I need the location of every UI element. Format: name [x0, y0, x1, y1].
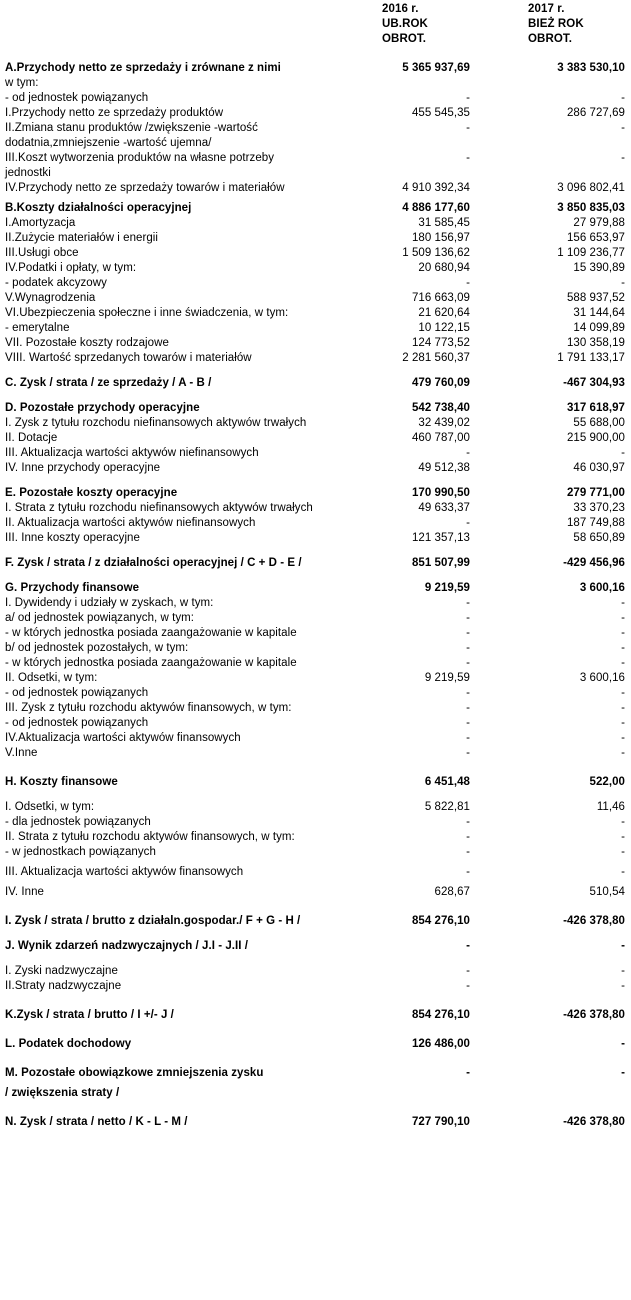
row-label: V.Wynagrodzenia	[5, 292, 96, 304]
statement-row	[0, 611, 631, 626]
row-value-current-year: 215 900,00	[566, 432, 625, 444]
row-label: IV. Inne przychody operacyjne	[5, 462, 161, 474]
column-header-previous-year-line3: OBROT.	[382, 33, 427, 45]
row-label: - od jednostek powiązanych	[5, 717, 149, 729]
row-value-previous-year: 6 451,48	[424, 776, 470, 788]
row-value-current-year: -467 304,93	[563, 377, 625, 389]
row-label: II. Aktualizacja wartości aktywów niefinansowych	[5, 517, 256, 529]
statement-row	[0, 76, 631, 91]
row-value-current-year: 522,00	[589, 776, 625, 788]
row-label: a/ od jednostek powiązanych, w tym:	[5, 612, 195, 624]
statement-row	[0, 151, 631, 166]
statement-row	[0, 716, 631, 731]
row-value-previous-year: -	[466, 447, 470, 459]
row-value-previous-year: -	[466, 517, 470, 529]
row-value-current-year: -	[621, 687, 625, 699]
row-value-current-year: -426 378,80	[563, 1009, 625, 1021]
row-value-current-year: -	[621, 732, 625, 744]
statement-row	[0, 306, 631, 321]
row-value-current-year: 3 383 530,10	[557, 62, 625, 74]
row-value-current-year: 58 650,89	[573, 532, 625, 544]
row-value-previous-year: 1 509 136,62	[402, 247, 470, 259]
row-label: I. Zyski nadzwyczajne	[5, 965, 118, 977]
row-label: II.Zużycie materiałów i energii	[5, 232, 159, 244]
column-header-current-year-line2: BIEŻ ROK	[528, 18, 584, 30]
statement-row	[0, 939, 631, 954]
statement-row	[0, 501, 631, 516]
row-value-current-year: 3 600,16	[579, 672, 625, 684]
row-value-previous-year: -	[466, 92, 470, 104]
row-value-previous-year: -	[466, 642, 470, 654]
row-value-current-year: -	[621, 122, 625, 134]
row-label: III.Koszt wytworzenia produktów na własne potrzeby	[5, 152, 275, 164]
row-label: I. Strata z tytułu rozchodu niefinansowych aktywów trwałych	[5, 502, 313, 514]
statement-row	[0, 979, 631, 994]
row-value-current-year: 1 791 133,17	[557, 352, 625, 364]
row-value-current-year: -	[621, 277, 625, 289]
row-value-current-year: 3 850 835,03	[557, 202, 625, 214]
row-label: I. Odsetki, w tym:	[5, 801, 95, 813]
column-header-previous-year-line1: 2016 r.	[382, 3, 419, 15]
statement-row	[0, 964, 631, 979]
row-value-previous-year: 2 281 560,37	[402, 352, 470, 364]
statement-row	[0, 351, 631, 366]
row-value-previous-year: 49 512,38	[418, 462, 470, 474]
statement-row	[0, 531, 631, 546]
statement-row	[0, 121, 631, 136]
row-value-previous-year: -	[466, 816, 470, 828]
row-value-previous-year: 460 787,00	[411, 432, 470, 444]
statement-row	[0, 136, 631, 151]
statement-row	[0, 581, 631, 596]
statement-row	[0, 291, 631, 306]
row-value-current-year: -	[621, 1067, 625, 1079]
row-value-previous-year: -	[466, 627, 470, 639]
row-value-current-year: -	[621, 980, 625, 992]
row-label: VII. Pozostałe koszty rodzajowe	[5, 337, 169, 349]
row-value-previous-year: 854 276,10	[411, 1009, 470, 1021]
statement-row	[0, 1066, 631, 1081]
row-value-current-year: 3 096 802,41	[557, 182, 625, 194]
column-header-current-year-line1: 2017 r.	[528, 3, 565, 15]
row-value-previous-year: 124 773,52	[411, 337, 470, 349]
row-value-previous-year: 542 738,40	[411, 402, 470, 414]
row-label: - w których jednostka posiada zaangażowanie w kapitale	[5, 657, 297, 669]
statement-row	[0, 446, 631, 461]
row-value-previous-year: -	[466, 687, 470, 699]
row-label: H. Koszty finansowe	[5, 776, 118, 788]
statement-row	[0, 321, 631, 336]
statement-row	[0, 91, 631, 106]
row-label: II.Zmiana stanu produktów /zwiększenie -wartość	[5, 122, 258, 134]
statement-row	[0, 731, 631, 746]
row-value-current-year: 130 358,19	[566, 337, 625, 349]
row-value-current-year: 286 727,69	[566, 107, 625, 119]
row-label: - emerytalne	[5, 322, 70, 334]
row-value-current-year: -429 456,96	[563, 557, 625, 569]
row-value-previous-year: -	[466, 940, 470, 952]
statement-row	[0, 1115, 631, 1130]
statement-rows	[0, 61, 631, 1130]
row-label: III. Aktualizacja wartości aktywów niefinansowych	[5, 447, 259, 459]
row-value-previous-year: 9 219,59	[424, 672, 470, 684]
row-value-previous-year: -	[466, 612, 470, 624]
row-label: D. Pozostałe przychody operacyjne	[5, 402, 200, 414]
row-label: L. Podatek dochodowy	[5, 1038, 132, 1050]
statement-row	[0, 686, 631, 701]
row-value-previous-year: -	[466, 866, 470, 878]
row-value-previous-year: 10 122,15	[418, 322, 470, 334]
row-value-previous-year: -	[466, 1067, 470, 1079]
row-value-previous-year: -	[466, 965, 470, 977]
row-value-current-year: -	[621, 92, 625, 104]
row-value-current-year: -	[621, 152, 625, 164]
row-label: II. Strata z tytułu rozchodu aktywów finansowych, w tym:	[5, 831, 295, 843]
row-value-previous-year: 49 633,37	[418, 502, 470, 514]
row-value-current-year: -426 378,80	[563, 915, 625, 927]
statement-row	[0, 845, 631, 860]
row-label: I.Amortyzacja	[5, 217, 76, 229]
row-value-current-year: -	[621, 657, 625, 669]
statement-row	[0, 701, 631, 716]
row-value-previous-year: 854 276,10	[411, 915, 470, 927]
statement-row	[0, 885, 631, 900]
row-label: - od jednostek powiązanych	[5, 687, 149, 699]
statement-row	[0, 261, 631, 276]
row-label: I. Zysk / strata / brutto z działaln.gospodar./ F + G - H /	[5, 915, 301, 927]
row-value-current-year: -	[621, 965, 625, 977]
row-value-current-year: -	[621, 846, 625, 858]
row-label: J. Wynik zdarzeń nadzwyczajnych / J.I - J.II /	[5, 940, 249, 952]
row-label: M. Pozostałe obowiązkowe zmniejszenia zysku	[5, 1067, 264, 1079]
statement-row	[0, 746, 631, 761]
statement-row	[0, 914, 631, 929]
row-value-current-year: -	[621, 747, 625, 759]
row-label: - w których jednostka posiada zaangażowanie w kapitale	[5, 627, 297, 639]
row-label: III. Aktualizacja wartości aktywów finansowych	[5, 866, 244, 878]
statement-row	[0, 401, 631, 416]
statement-row	[0, 61, 631, 76]
statement-row	[0, 1037, 631, 1052]
statement-row	[0, 231, 631, 246]
row-label: IV.Przychody netto ze sprzedaży towarów i materiałów	[5, 182, 285, 194]
statement-row	[0, 775, 631, 790]
row-label: VI.Ubezpieczenia społeczne i inne świadczenia, w tym:	[5, 307, 289, 319]
row-value-current-year: -	[621, 627, 625, 639]
row-value-previous-year: 479 760,09	[411, 377, 470, 389]
row-value-previous-year: 170 990,50	[411, 487, 470, 499]
row-label: B.Koszty działalności operacyjnej	[5, 202, 192, 214]
row-value-current-year: 1 109 236,77	[557, 247, 625, 259]
statement-row	[0, 166, 631, 181]
row-value-current-year: -	[621, 1038, 625, 1050]
row-value-current-year: -	[621, 702, 625, 714]
row-value-previous-year: 716 663,09	[411, 292, 470, 304]
row-value-previous-year: -	[466, 747, 470, 759]
row-value-current-year: -	[621, 816, 625, 828]
column-header-current-year	[528, 2, 584, 47]
row-label: V.Inne	[5, 747, 38, 759]
row-value-current-year: -	[621, 597, 625, 609]
row-value-previous-year: -	[466, 122, 470, 134]
row-label: jednostki	[5, 167, 51, 179]
row-value-current-year: 588 937,52	[566, 292, 625, 304]
row-value-previous-year: 5 822,81	[424, 801, 470, 813]
row-value-current-year: -	[621, 447, 625, 459]
row-value-current-year: -	[621, 866, 625, 878]
row-label: IV.Aktualizacja wartości aktywów finansowych	[5, 732, 241, 744]
statement-row	[0, 336, 631, 351]
row-value-previous-year: 20 680,94	[418, 262, 470, 274]
row-value-previous-year: 9 219,59	[424, 582, 470, 594]
row-value-current-year: 3 600,16	[579, 582, 625, 594]
row-label: I.Przychody netto ze sprzedaży produktów	[5, 107, 224, 119]
row-label: III.Usługi obce	[5, 247, 79, 259]
row-label: - dla jednostek powiązanych	[5, 816, 151, 828]
statement-row	[0, 461, 631, 476]
statement-row	[0, 486, 631, 501]
row-value-previous-year: 455 545,35	[411, 107, 470, 119]
statement-row	[0, 671, 631, 686]
statement-row	[0, 181, 631, 196]
row-value-current-year: 55 688,00	[573, 417, 625, 429]
statement-row	[0, 656, 631, 671]
row-value-previous-year: -	[466, 702, 470, 714]
row-value-current-year: -	[621, 940, 625, 952]
row-label: IV. Inne	[5, 886, 44, 898]
row-label: w tym:	[5, 77, 39, 89]
row-value-current-year: 279 771,00	[566, 487, 625, 499]
row-value-current-year: 15 390,89	[573, 262, 625, 274]
row-label: II. Odsetki, w tym:	[5, 672, 98, 684]
row-label: IV.Podatki i opłaty, w tym:	[5, 262, 137, 274]
row-value-previous-year: -	[466, 152, 470, 164]
row-value-previous-year: 5 365 937,69	[402, 62, 470, 74]
row-value-current-year: -	[621, 831, 625, 843]
row-value-previous-year: -	[466, 846, 470, 858]
row-value-current-year: 187 749,88	[566, 517, 625, 529]
row-label: / zwiększenia straty /	[5, 1087, 120, 1099]
row-value-current-year: 14 099,89	[573, 322, 625, 334]
row-value-previous-year: 31 585,45	[418, 217, 470, 229]
statement-row	[0, 830, 631, 845]
statement-row	[0, 596, 631, 611]
statement-row	[0, 276, 631, 291]
statement-row	[0, 246, 631, 261]
column-header-previous-year	[382, 2, 428, 47]
row-value-previous-year: 126 486,00	[411, 1038, 470, 1050]
row-label: VIII. Wartość sprzedanych towarów i materiałów	[5, 352, 252, 364]
row-value-previous-year: 121 357,13	[411, 532, 470, 544]
row-value-previous-year: -	[466, 717, 470, 729]
row-value-current-year: -	[621, 717, 625, 729]
row-value-previous-year: 727 790,10	[411, 1116, 470, 1128]
column-header-current-year-line3: OBROT.	[528, 33, 573, 45]
row-label: - od jednostek powiązanych	[5, 92, 149, 104]
statement-row	[0, 216, 631, 231]
row-value-current-year: 31 144,64	[573, 307, 625, 319]
statement-row	[0, 376, 631, 391]
statement-row	[0, 1008, 631, 1023]
row-value-previous-year: 628,67	[434, 886, 470, 898]
statement-row	[0, 201, 631, 216]
row-value-previous-year: 4 910 392,34	[402, 182, 470, 194]
row-label: I. Dywidendy i udziały w zyskach, w tym:	[5, 597, 214, 609]
row-label: b/ od jednostek pozostałych, w tym:	[5, 642, 189, 654]
row-label: K.Zysk / strata / brutto / I +/- J /	[5, 1009, 174, 1021]
row-value-current-year: -426 378,80	[563, 1116, 625, 1128]
row-value-previous-year: -	[466, 732, 470, 744]
statement-row	[0, 641, 631, 656]
row-label: II.Straty nadzwyczajne	[5, 980, 122, 992]
row-value-previous-year: 21 620,64	[418, 307, 470, 319]
row-value-current-year: -	[621, 612, 625, 624]
statement-row	[0, 800, 631, 815]
statement-row	[0, 626, 631, 641]
row-value-previous-year: 4 886 177,60	[402, 202, 470, 214]
row-label: III. Zysk z tytułu rozchodu aktywów finansowych, w tym:	[5, 702, 292, 714]
row-value-previous-year: -	[466, 277, 470, 289]
row-value-current-year: 33 370,23	[573, 502, 625, 514]
row-value-current-year: 11,46	[596, 801, 625, 813]
row-value-previous-year: 180 156,97	[411, 232, 470, 244]
statement-row	[0, 815, 631, 830]
row-label: F. Zysk / strata / z działalności operacyjnej / C + D - E /	[5, 557, 302, 569]
row-label: II. Dotacje	[5, 432, 58, 444]
row-value-previous-year: 851 507,99	[411, 557, 470, 569]
row-value-current-year: 156 653,97	[566, 232, 625, 244]
row-label: - w jednostkach powiązanych	[5, 846, 156, 858]
statement-row	[0, 1086, 631, 1101]
statement-row	[0, 431, 631, 446]
row-label: I. Zysk z tytułu rozchodu niefinansowych aktywów trwałych	[5, 417, 307, 429]
row-label: A.Przychody netto ze sprzedaży i zrównane z nimi	[5, 62, 281, 74]
statement-row	[0, 516, 631, 531]
row-value-previous-year: 32 439,02	[418, 417, 470, 429]
row-value-current-year: 46 030,97	[573, 462, 625, 474]
row-value-previous-year: -	[466, 831, 470, 843]
statement-row	[0, 106, 631, 121]
column-header-previous-year-line2: UB.ROK	[382, 18, 428, 30]
row-value-current-year: 510,54	[589, 886, 625, 898]
row-value-current-year: -	[621, 642, 625, 654]
statement-row	[0, 865, 631, 880]
row-label: E. Pozostałe koszty operacyjne	[5, 487, 178, 499]
row-value-previous-year: -	[466, 597, 470, 609]
row-value-previous-year: -	[466, 657, 470, 669]
row-label: dodatnia,zmniejszenie -wartość ujemna/	[5, 137, 212, 149]
row-value-previous-year: -	[466, 980, 470, 992]
row-value-current-year: 27 979,88	[573, 217, 625, 229]
statement-row	[0, 556, 631, 571]
statement-row	[0, 416, 631, 431]
row-label: III. Inne koszty operacyjne	[5, 532, 140, 544]
row-label: G. Przychody finansowe	[5, 582, 140, 594]
row-label: N. Zysk / strata / netto / K - L - M /	[5, 1116, 188, 1128]
row-value-current-year: 317 618,97	[566, 402, 625, 414]
row-label: - podatek akcyzowy	[5, 277, 107, 289]
row-label: C. Zysk / strata / ze sprzedaży / A - B /	[5, 377, 212, 389]
